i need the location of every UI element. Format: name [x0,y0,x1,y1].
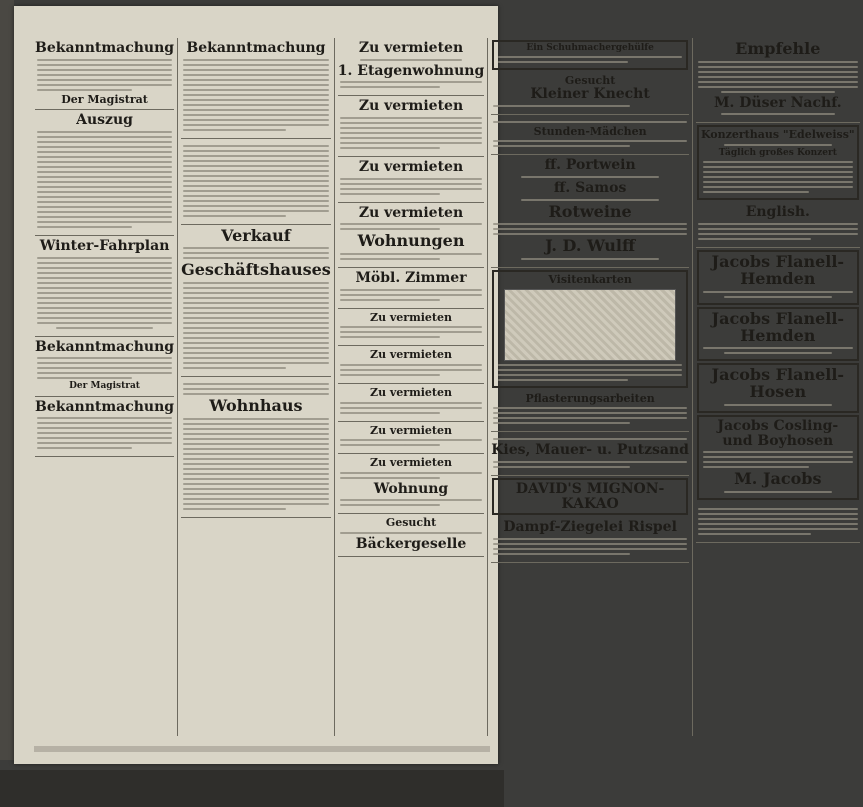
sale-ad [181,225,331,378]
concert-ad [697,125,859,200]
rental-ad [338,384,484,422]
clothing-ad [697,307,859,362]
rental-ad [338,157,484,203]
notice-heading: Auszug [76,112,133,129]
sale-subject: Geschäftshauses [181,260,331,280]
rental-subject: Wohnungen [357,231,465,251]
clothing-heading: Jacobs Flanell-Hemden [711,308,845,345]
rental-ad [338,38,484,96]
clothing-ad [697,250,859,305]
wine-item: ff. Samos [553,179,627,196]
rental-heading: Zu vermieten [370,348,452,362]
printing-heading: Visitenkarten [548,273,632,287]
column-5 [693,38,863,736]
job-subject: Kleiner Knecht [530,85,650,102]
clothing-ad [697,363,859,413]
job-heading: Gesucht [564,74,616,88]
rental-subject: 1. Etagenwohnung [337,62,485,79]
job-subject: Stunden-Mädchen [533,124,647,138]
rental-heading: Zu vermieten [358,40,464,56]
notice [35,337,174,397]
notice-heading: Bekanntmachung [186,40,326,56]
rental-ad [338,309,484,347]
notice [35,236,174,337]
job-ad [492,40,688,70]
job-subject: Bäckergeselle [355,535,467,552]
notice-heading: Bekanntmachung [35,40,175,56]
column-3 [335,38,488,736]
rental-ad [338,203,484,268]
rental-ad [338,96,484,157]
notice [181,38,331,139]
clothing-heading: Jacobs Flanell-Hemden [711,252,845,288]
brickworks-ad [491,517,689,563]
notice-signature: Der Magistrat [61,92,148,106]
cocoa-brand: DAVID'S MIGNON-KAKAO [515,480,665,512]
lesson-ad [696,202,860,248]
rental-subject: Wohnung [373,480,449,497]
shop-heading: Empfehle [735,39,821,58]
newspaper-page [14,6,855,764]
scan-background [0,770,504,807]
shop-owner: M. Düser Nachf. [714,94,842,111]
rental-heading: Zu vermieten [370,386,452,400]
job-ad [338,514,484,556]
service-ad [491,390,689,433]
shop-ad [696,38,860,123]
page-spine [0,0,14,760]
lesson-heading: English. [745,204,810,221]
ad-columns [32,38,855,736]
wine-item: ff. Portwein [544,157,636,174]
printing-ad [492,270,688,388]
clothing-merchant: M. Jacobs [734,469,822,489]
rental-heading: Zu vermieten [370,456,452,470]
rental-heading: Zu vermieten [358,204,464,221]
service-heading: Kies, Mauer- u. Putzsand [491,442,689,459]
job-heading: Ein Schuhmachergehülfe [526,43,654,53]
notice [35,38,174,110]
column-1 [32,38,178,736]
sale-ad [181,377,331,518]
service-heading: Pflasterungsarbeiten [525,391,655,405]
rental-heading: Zu vermieten [370,310,452,324]
concert-heading: Täglich großes Konzert [718,148,837,159]
sale-subject: Wohnhaus [209,396,303,416]
clothing-heading: Jacobs Flanell-Hosen [711,365,845,402]
notice-heading: Winter-Fahrplan [39,237,170,254]
notice-signature: Der Magistrat [69,381,140,392]
notice-heading: Bekanntmachung [35,398,175,415]
wine-ad [491,155,689,268]
clothing-ad [697,415,859,500]
rental-heading: Möbl. Zimmer [355,270,467,287]
brickworks-heading: Dampf-Ziegelei Rispel [503,519,677,536]
notice [35,110,174,236]
rental-heading: Zu vermieten [370,423,452,437]
sale-heading: Verkauf [221,225,291,245]
rental-ad [338,454,484,514]
clothing-heading: Jacobs Cosling- und Boyhosen [717,417,839,449]
wine-item: Rotweine [548,201,632,221]
column-2 [178,38,335,736]
imprint-line [34,746,490,752]
notice-heading: Bekanntmachung [35,338,175,355]
notice [35,397,174,458]
notice [696,502,860,543]
concert-venue: Konzerthaus "Edelweiss" [700,128,855,142]
flower-illustration [504,289,676,361]
rental-ad [338,346,484,384]
service-ad [491,432,689,476]
job-ad [491,115,689,156]
rental-heading: Zu vermieten [358,98,464,115]
wine-merchant: J. D. Wulff [545,236,636,256]
rental-ad [338,422,484,455]
rental-ad [338,268,484,309]
rental-heading: Zu vermieten [358,159,464,176]
notice [181,139,331,225]
cocoa-ad [492,478,688,515]
job-heading: Gesucht [385,516,437,530]
job-ad [491,72,689,114]
column-4 [488,38,693,736]
